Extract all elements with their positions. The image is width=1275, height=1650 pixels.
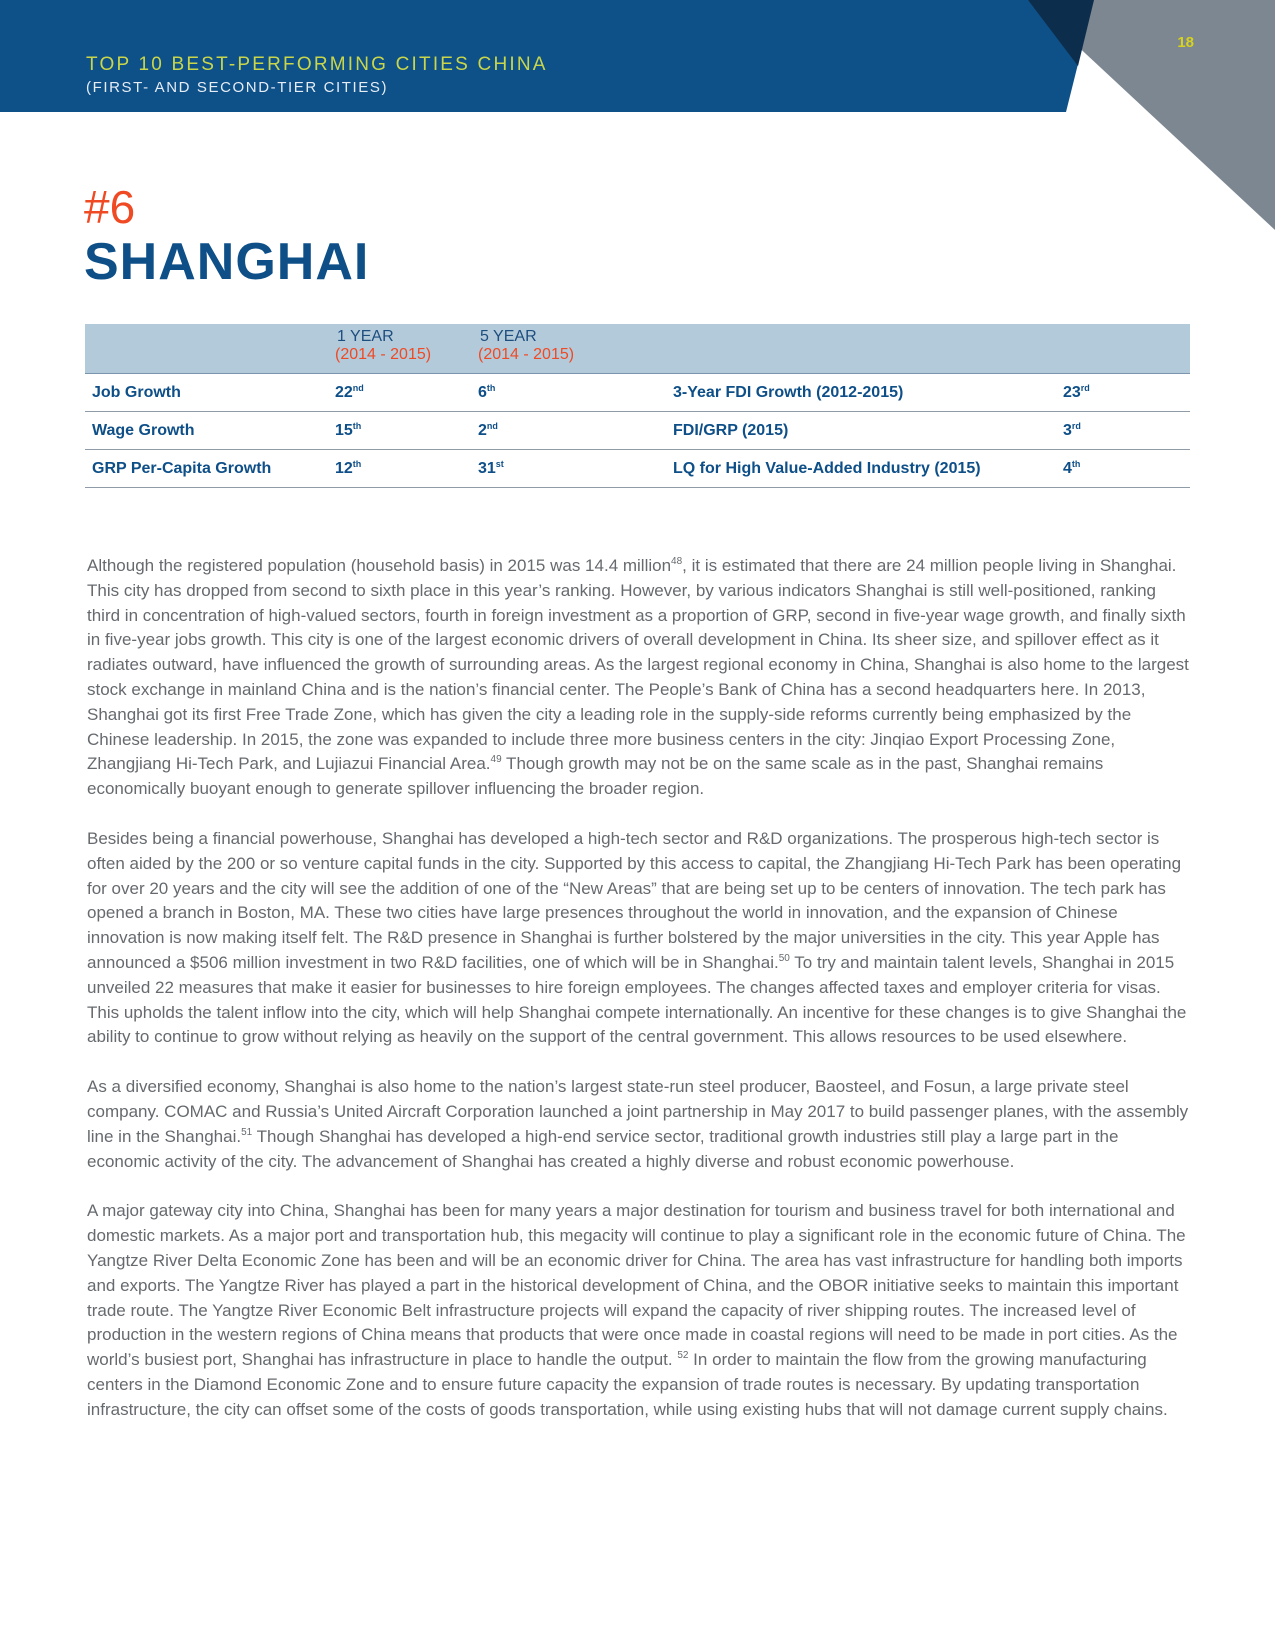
one-year-rank: [335, 450, 478, 488]
metric-label: FDI/GRP (2015): [673, 412, 1063, 450]
row-label: Job Growth: [85, 374, 335, 412]
paragraph-text: Besides being a financial powerhouse, Shanghai has developed a high-tech sector and R&D organizations. The prosperous high-tech sector is often aided by the 200 or so venture capital funds in the city. Supported by this access to capital, the Zhangjiang Hi-Tech Park has been operating for over 20 years and the city will see the addition of one of the “New Areas” that are being set up to be centers of innovation. The tech park has opened a branch in Boston, MA. These two cities have large presences throughout the world in innovation, and the expansion of Chinese innovation is now making itself felt. The R&D presence in Shanghai is further bolstered by the major universities in the city. This year Apple has announced a $506 million investment in two R&D facilities, one of which will be in Shanghai.: [87, 828, 1182, 972]
row-label: Wage Growth: [85, 412, 335, 450]
header-blank-2: [673, 324, 1063, 374]
ordinal-suffix: st: [495, 459, 504, 469]
footnote-ref: 50: [778, 952, 790, 964]
metric-rank: [1063, 412, 1190, 450]
paragraph-text: , it is estimated that there are 24 million people living in Shanghai. This city has dropped from second to sixth place in this year’s ranking. However, by various indicators Shanghai is still well-positioned, ranking third in concentration of high-valued sectors, fourth in foreign investment as a proportion of GRP, second in five-year wage growth, and finally sixth in five-year jobs growth. This city is one of the largest economic drivers of overall development in China. Its sheer size, and spillover effect as it radiates outward, have influenced the growth of surrounding areas. As the largest regional economy in China, Shanghai is also home to the largest stock exchange in mainland China and is the nation’s financial center. The People’s Bank of China has a second headquarters here. In 2013, Shanghai got its first Free Trade Zone, which has given the city a leading role in the supply-side reforms currently being emphasized by the Chinese leadership. In 2015, the zone was expanded to include three more business centers in the city: Jinqiao Export Processing Zone, Zhangjiang Hi-Tech Park, and Lujiazui Financial Area.: [87, 556, 1189, 774]
ordinal-suffix: nd: [352, 383, 364, 393]
header-blank-3: [1063, 324, 1190, 374]
paragraph: [87, 1075, 1192, 1174]
metric-rank-value: 3: [1063, 422, 1072, 439]
one-year-value: 15: [335, 422, 353, 439]
page-number: 18: [1177, 34, 1194, 51]
body-text: [87, 554, 1192, 1448]
header-graphic: [0, 0, 1275, 233]
paragraph: [87, 554, 1192, 802]
city-rank: #6: [84, 181, 136, 233]
metric-label: LQ for High Value-Added Industry (2015): [673, 450, 1063, 488]
ordinal-suffix: th: [352, 421, 362, 431]
header-title: TOP 10 BEST-PERFORMING CITIES CHINA: [86, 54, 548, 75]
paragraph-text: Although the registered population (household basis) in 2015 was 14.4 million: [87, 556, 672, 575]
header-subtitle: (FIRST- AND SECOND-TIER CITIES): [86, 79, 389, 96]
one-year-rank: [335, 412, 478, 450]
header-banner: [0, 0, 1275, 115]
table-row: [85, 374, 1190, 412]
city-name: SHANGHAI: [84, 233, 370, 291]
metric-rank-value: 4: [1063, 460, 1072, 477]
ordinal-suffix: rd: [1080, 383, 1090, 393]
metrics-table: [85, 324, 1190, 488]
table-header-row: [85, 324, 1190, 374]
footnote-ref: 51: [241, 1126, 253, 1138]
five-year-rank: [478, 450, 673, 488]
one-year-rank: [335, 374, 478, 412]
metric-label: 3-Year FDI Growth (2012-2015): [673, 374, 1063, 412]
header-one-year: [335, 324, 478, 374]
one-year-value: 22: [335, 384, 353, 401]
five-year-rank: [478, 412, 673, 450]
paragraph-text: To try and maintain talent levels, Shanghai in 2015 unveiled 22 measures that make it easier for businesses to hire foreign employees. The changes affected taxes and employer criteria for visas. This upholds the talent inflow into the city, which will help Shanghai compete internationally. An incentive for these changes is to give Shanghai the ability to continue to grow without relying as heavily on the support of the central government. This allows resources to be used elsewhere.: [87, 952, 1187, 1047]
header-five-year: [478, 324, 673, 374]
five-year-value: 31: [478, 460, 496, 477]
paragraph-text: In order to maintain the flow from the growing manufacturing centers in the Diamond Economic Zone and to ensure future capacity the expansion of trade routes is necessary. By updating transportation infrastructure, the city can offset some of the costs of goods transportation, while using existing hubs that will not damage current supply chains.: [87, 1350, 1168, 1419]
metric-rank: [1063, 450, 1190, 488]
metric-rank-value: 23: [1063, 384, 1081, 401]
ordinal-suffix: rd: [1071, 421, 1081, 431]
ordinal-suffix: nd: [486, 421, 498, 431]
ordinal-suffix: th: [486, 383, 496, 393]
ordinal-suffix: th: [352, 459, 362, 469]
five-year-heading: 5 YEAR: [480, 328, 537, 345]
paragraph: [87, 1199, 1192, 1422]
paragraph-text: Though Shanghai has developed a high-end service sector, traditional growth industries still play a large part in the economic activity of the city. The advancement of Shanghai has created a highly diverse and robust economic powerhouse.: [87, 1126, 1119, 1171]
footnote-ref: 48: [671, 556, 683, 567]
header-blank: [85, 324, 335, 374]
metric-rank: [1063, 374, 1190, 412]
one-year-range: (2014 - 2015): [335, 346, 432, 363]
table-row: [85, 412, 1190, 450]
row-label: GRP Per-Capita Growth: [85, 450, 335, 488]
paragraph-text: A major gateway city into China, Shanghai has been for many years a major destination for tourism and business travel for both international and domestic markets. As a major port and transportation hub, this megacity will continue to play a significant role in the economic future of China. The Yangtze River Delta Economic Zone has been and will be an economic driver for China. The area has vast infrastructure for handling both imports and exports. The Yangtze River has played a part in the historical development of China, and the OBOR initiative seeks to maintain this important trade route. The Yangtze River Economic Belt infrastructure projects will expand the capacity of river shipping routes. The increased level of production in the western regions of China means that products that were once made in coastal regions will need to be made in port cities. As the world’s busiest port, Shanghai has infrastructure in place to handle the output.: [87, 1201, 1186, 1370]
paragraph-text: Though growth may not be on the same scale as in the past, Shanghai remains economically buoyant enough to generate spillover influencing the broader region.: [87, 754, 1104, 799]
ordinal-suffix: th: [1071, 459, 1081, 469]
five-year-value: 2: [478, 422, 487, 439]
footnote-ref: 52: [677, 1350, 689, 1362]
five-year-value: 6: [478, 384, 487, 401]
paragraph-text: As a diversified economy, Shanghai is also home to the nation’s largest state-run steel producer, Baosteel, and Fosun, a large private steel company. COMAC and Russia’s United Aircraft Corporation launched a joint partnership in May 2017 to build passenger planes, with the assembly line in the Shanghai.: [87, 1077, 1189, 1146]
footnote-ref: 49: [490, 754, 502, 766]
table-row: [85, 450, 1190, 488]
five-year-range: (2014 - 2015): [478, 346, 575, 363]
one-year-heading: 1 YEAR: [337, 328, 394, 345]
one-year-value: 12: [335, 460, 353, 477]
five-year-rank: [478, 374, 673, 412]
paragraph: [87, 827, 1192, 1050]
